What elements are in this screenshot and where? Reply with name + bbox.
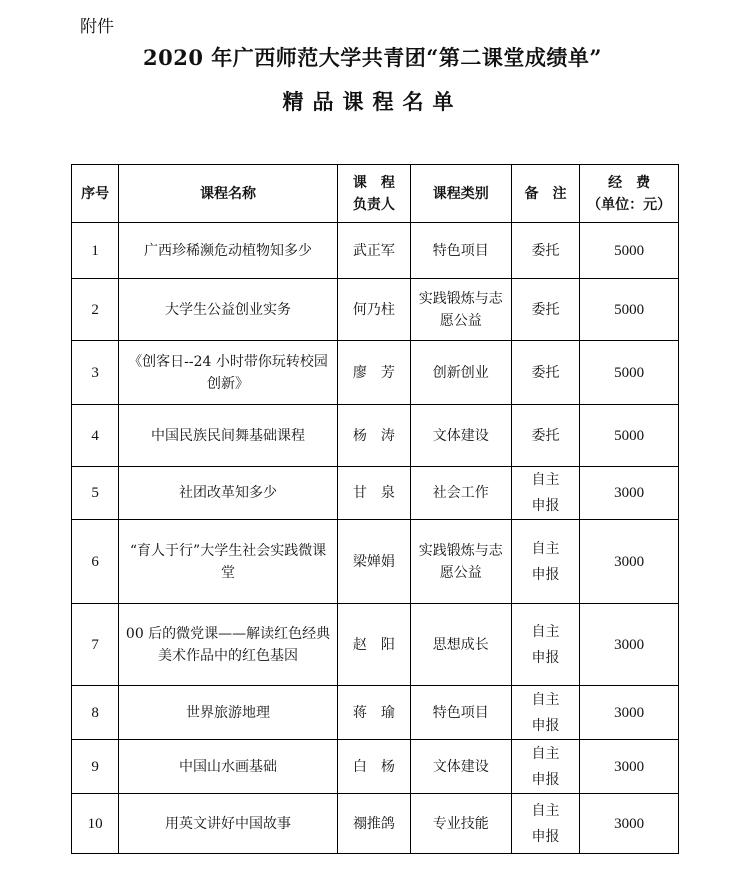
cell-course-name-text: 广西珍稀濒危动植物知多少: [144, 242, 313, 259]
cell-fee-text: 5000: [614, 427, 645, 444]
cell-fee: [580, 467, 679, 520]
cell-remark: [511, 740, 580, 794]
cell-course-name-text: 社团改革知多少: [179, 485, 278, 501]
header-fee: [580, 165, 679, 223]
cell-type: [410, 520, 511, 604]
header-fee-line1: 经 费: [608, 174, 651, 191]
cell-no-text: 7: [91, 636, 99, 653]
cell-leader: [337, 223, 410, 279]
cell-no: [72, 794, 119, 854]
table-row: [72, 740, 679, 794]
cell-course-name: [119, 604, 338, 686]
cell-type: [410, 467, 511, 520]
cell-remark-text: 委托: [531, 364, 560, 381]
header-leader: [337, 165, 410, 223]
table-row: [72, 341, 679, 405]
cell-remark: [511, 341, 580, 405]
cell-fee: [580, 279, 679, 341]
cell-no-text: 10: [87, 815, 103, 832]
cell-fee-text: 3000: [614, 553, 645, 570]
cell-type: [410, 405, 511, 467]
cell-remark-text: 委托: [531, 242, 560, 259]
table-row: [72, 686, 679, 740]
document-subtitle: 精品课程名单: [282, 89, 463, 114]
header-fee-line2: （单位：元）: [587, 196, 672, 213]
cell-fee-text: 3000: [614, 636, 645, 653]
table-row: [72, 223, 679, 279]
cell-fee: [580, 740, 679, 794]
cell-leader-text: 甘 泉: [352, 485, 395, 501]
cell-course-name-text: 世界旅游地理: [186, 704, 271, 721]
cell-course-name-text: 中国民族民间舞基础课程: [151, 427, 306, 444]
cell-course-name-text: 中国山水画基础: [179, 758, 278, 775]
cell-type-text: 实践锻炼与志愿公益: [418, 290, 503, 329]
cell-no-text: 3: [91, 364, 99, 381]
cell-type-text: 专业技能: [432, 815, 489, 832]
course-table: [71, 164, 679, 854]
cell-leader-text: 梁婵娟: [352, 553, 395, 570]
cell-fee: [580, 520, 679, 604]
cell-type-text: 实践锻炼与志愿公益: [418, 542, 503, 581]
table-row: [72, 604, 679, 686]
cell-type: [410, 341, 511, 405]
cell-type: [410, 794, 511, 854]
cell-type-text: 特色项目: [432, 242, 489, 259]
cell-leader-text: 武正军: [352, 242, 395, 259]
cell-no: [72, 405, 119, 467]
table-row: [72, 279, 679, 341]
cell-leader: [337, 279, 410, 341]
cell-no: [72, 341, 119, 405]
cell-leader-text: 廖 芳: [352, 364, 395, 381]
header-course-name: 课程名称: [119, 165, 338, 223]
cell-leader: [337, 520, 410, 604]
cell-fee: [580, 341, 679, 405]
cell-fee: [580, 604, 679, 686]
cell-remark-text: 委托: [531, 427, 560, 444]
cell-remark: [511, 279, 580, 341]
cell-fee-text: 3000: [614, 704, 645, 721]
cell-no-text: 5: [91, 485, 99, 501]
cell-leader: [337, 405, 410, 467]
cell-fee: [580, 686, 679, 740]
cell-type: [410, 223, 511, 279]
cell-leader-text: 赵 阳: [352, 636, 395, 653]
cell-course-name-text: 用英文讲好中国故事: [165, 815, 292, 832]
header-no: 序号: [72, 165, 119, 223]
cell-course-name: [119, 341, 338, 405]
cell-course-name: [119, 520, 338, 604]
cell-leader: [337, 686, 410, 740]
cell-type-text: 特色项目: [432, 704, 489, 721]
cell-course-name-text: 00 后的微党课——解读红色经典美术作品中的红色基因: [125, 625, 331, 664]
cell-leader: [337, 341, 410, 405]
cell-remark: [511, 604, 580, 686]
cell-no-text: 6: [91, 553, 99, 570]
cell-remark: [511, 520, 580, 604]
cell-remark-text: 委托: [531, 301, 560, 318]
cell-no-text: 9: [91, 758, 99, 775]
cell-course-name: [119, 223, 338, 279]
cell-no: [72, 223, 119, 279]
cell-fee: [580, 223, 679, 279]
cell-remark-text: 自主申报: [531, 540, 560, 583]
cell-no-text: 1: [91, 242, 99, 259]
cell-leader-text: 何乃柱: [352, 301, 395, 318]
cell-leader-text: 禤推鸽: [352, 815, 395, 832]
cell-no: [72, 279, 119, 341]
cell-no: [72, 604, 119, 686]
cell-fee-text: 3000: [614, 485, 645, 501]
cell-remark-text: 自主申报: [531, 745, 560, 788]
cell-type-text: 社会工作: [432, 485, 489, 501]
cell-fee: [580, 405, 679, 467]
cell-remark: [511, 794, 580, 854]
header-leader-line1: 课 程: [352, 174, 395, 191]
cell-type-text: 创新创业: [432, 364, 489, 381]
cell-leader: [337, 740, 410, 794]
cell-leader-text: 杨 涛: [352, 427, 395, 444]
cell-no-text: 4: [91, 427, 99, 444]
cell-no: [72, 740, 119, 794]
cell-no-text: 8: [91, 704, 99, 721]
table-header-row: [72, 165, 679, 223]
cell-course-name: [119, 279, 338, 341]
cell-course-name: [119, 405, 338, 467]
cell-course-name-text: 《创客日--24 小时带你玩转校园创新》: [128, 353, 328, 392]
cell-leader: [337, 604, 410, 686]
cell-fee: [580, 794, 679, 854]
cell-no: [72, 520, 119, 604]
cell-course-name-text: “育人于行”大学生社会实践微课堂: [129, 542, 327, 581]
cell-no: [72, 686, 119, 740]
cell-type: [410, 279, 511, 341]
header-leader-line2: 负责人: [352, 196, 395, 213]
cell-fee-text: 3000: [614, 758, 645, 775]
cell-course-name: [119, 686, 338, 740]
cell-remark-text: 自主申报: [531, 472, 560, 514]
cell-no-text: 2: [91, 301, 99, 318]
cell-type-text: 思想成长: [432, 636, 489, 653]
document-title: 2020 年广西师范大学共青团“第二课堂成绩单”: [143, 45, 602, 70]
cell-remark: [511, 686, 580, 740]
cell-type-text: 文体建设: [432, 758, 489, 775]
cell-remark-text: 自主申报: [531, 802, 560, 845]
cell-fee-text: 3000: [614, 815, 645, 832]
cell-fee-text: 5000: [614, 242, 645, 259]
cell-type: [410, 686, 511, 740]
cell-remark: [511, 405, 580, 467]
cell-leader: [337, 794, 410, 854]
cell-leader: [337, 467, 410, 520]
cell-leader-text: 蒋 瑜: [352, 704, 395, 721]
cell-remark: [511, 467, 580, 520]
cell-no: [72, 467, 119, 520]
table-row: [72, 520, 679, 604]
attachment-label: 附件: [80, 17, 114, 37]
table-row: [72, 467, 679, 520]
cell-course-name: [119, 740, 338, 794]
table-row: [72, 405, 679, 467]
cell-remark-text: 自主申报: [531, 623, 560, 666]
header-remark: 备 注: [511, 165, 580, 223]
cell-remark-text: 自主申报: [531, 691, 560, 734]
cell-fee-text: 5000: [614, 364, 645, 381]
cell-remark: [511, 223, 580, 279]
cell-course-name: [119, 794, 338, 854]
cell-leader-text: 白 杨: [352, 758, 395, 775]
table-row: [72, 794, 679, 854]
cell-course-name-text: 大学生公益创业实务: [165, 301, 292, 318]
cell-course-name: [119, 467, 338, 520]
cell-type-text: 文体建设: [432, 427, 489, 444]
cell-type: [410, 740, 511, 794]
header-type: 课程类别: [410, 165, 511, 223]
cell-type: [410, 604, 511, 686]
cell-fee-text: 5000: [614, 301, 645, 318]
